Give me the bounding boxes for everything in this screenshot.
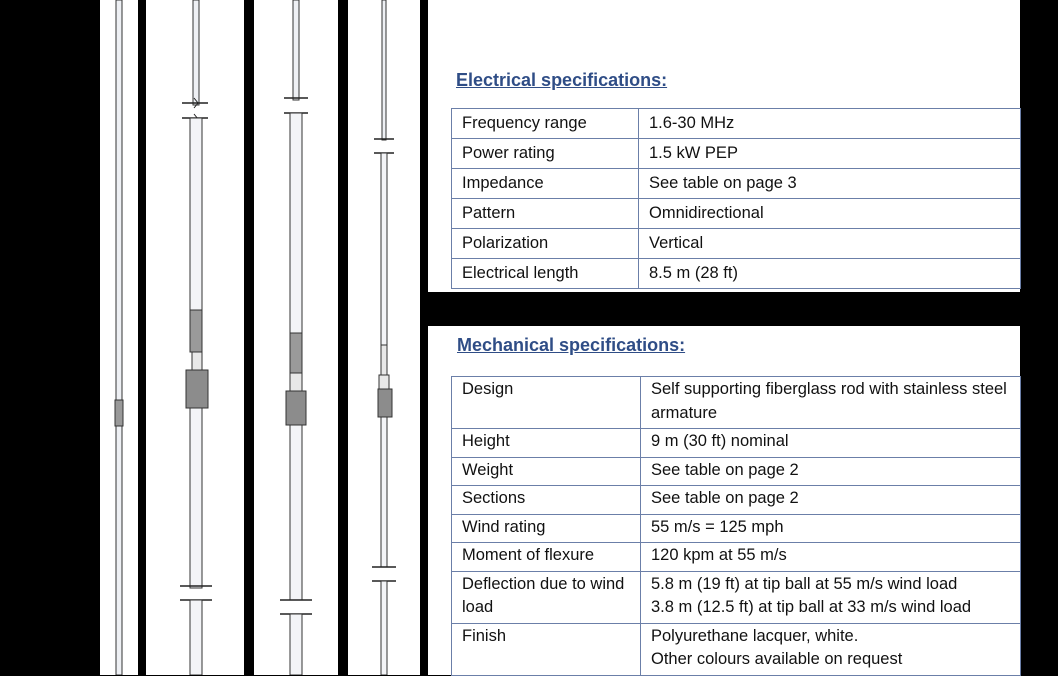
electrical-spec-value: 8.5 m (28 ft): [639, 259, 1021, 289]
mechanical-spec-row: [452, 571, 1021, 623]
mechanical-spec-label: Finish: [452, 623, 641, 675]
mechanical-spec-label: Height: [452, 429, 641, 458]
mechanical-spec-row: [452, 623, 1021, 675]
mechanical-spec-label: Moment of flexure: [452, 543, 641, 572]
antenna-drawing-1: [100, 0, 138, 675]
mechanical-spec-row: [452, 377, 1021, 429]
antenna-panel-1: [100, 0, 138, 675]
mechanical-spec-label: Deflection due to wind load: [452, 571, 641, 623]
electrical-spec-label: Power rating: [452, 139, 639, 169]
antenna-panel-2: [146, 0, 244, 675]
antenna-drawing-4: [348, 0, 420, 675]
mechanical-spec-value: 9 m (30 ft) nominal: [641, 429, 1021, 458]
mechanical-heading: Mechanical specifications:: [457, 335, 686, 355]
mechanical-spec-value: Polyurethane lacquer, white. Other colours available on request: [641, 623, 1021, 675]
mechanical-spec-value: See table on page 2: [641, 486, 1021, 515]
electrical-spec-label: Electrical length: [452, 259, 639, 289]
electrical-spec-label: Polarization: [452, 229, 639, 259]
mechanical-spec-value: 55 m/s = 125 mph: [641, 514, 1021, 543]
mechanical-section: [428, 326, 1020, 675]
antenna-panel-3: [254, 0, 338, 675]
electrical-spec-label: Frequency range: [452, 109, 639, 139]
mechanical-spec-label: Design: [452, 377, 641, 429]
section-separator: [428, 292, 1020, 326]
mechanical-spec-value: 120 kpm at 55 m/s: [641, 543, 1021, 572]
electrical-spec-value: Vertical: [639, 229, 1021, 259]
electrical-spec-label: Impedance: [452, 169, 639, 199]
mechanical-spec-row: [452, 429, 1021, 458]
mechanical-spec-label: Weight: [452, 457, 641, 486]
electrical-spec-row: [452, 139, 1021, 169]
mechanical-spec-row: [452, 543, 1021, 572]
antenna-drawing-2: [146, 0, 244, 675]
mechanical-spec-value: See table on page 2: [641, 457, 1021, 486]
electrical-spec-row: [452, 199, 1021, 229]
mechanical-spec-row: [452, 486, 1021, 515]
mechanical-spec-row: [452, 514, 1021, 543]
electrical-spec-row: [452, 259, 1021, 289]
mechanical-spec-table: [451, 376, 1021, 676]
electrical-spec-value: 1.5 kW PEP: [639, 139, 1021, 169]
electrical-spec-row: [452, 109, 1021, 139]
electrical-spec-table: [451, 108, 1021, 289]
mechanical-spec-value: Self supporting fiberglass rod with stainless steel armature: [641, 377, 1021, 429]
antenna-panel-4: [348, 0, 420, 675]
electrical-spec-value: See table on page 3: [639, 169, 1021, 199]
electrical-spec-value: 1.6-30 MHz: [639, 109, 1021, 139]
antenna-drawing-3: [254, 0, 338, 675]
electrical-heading: Electrical specifications:: [456, 70, 668, 90]
electrical-spec-row: [452, 169, 1021, 199]
mechanical-spec-row: [452, 457, 1021, 486]
mechanical-spec-label: Wind rating: [452, 514, 641, 543]
mechanical-spec-label: Sections: [452, 486, 641, 515]
electrical-spec-label: Pattern: [452, 199, 639, 229]
electrical-spec-row: [452, 229, 1021, 259]
mechanical-spec-value: 5.8 m (19 ft) at tip ball at 55 m/s wind load 3.8 m (12.5 ft) at tip ball at 33 m/s wind load: [641, 571, 1021, 623]
electrical-spec-value: Omnidirectional: [639, 199, 1021, 229]
